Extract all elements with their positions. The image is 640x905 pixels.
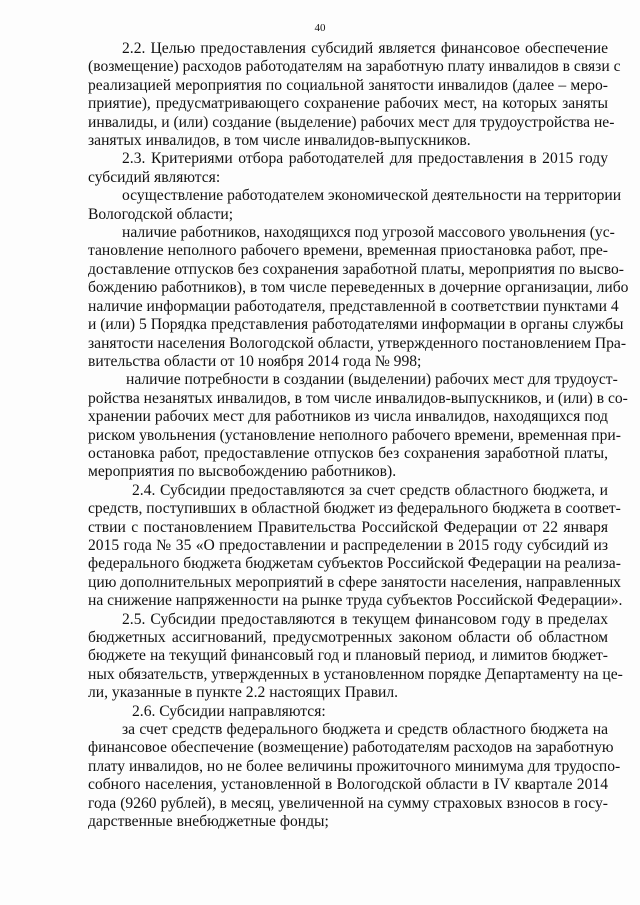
document-body	[88, 40, 629, 831]
text-line: риском увольнения (установление неполного рабочего времени, временная при-	[88, 426, 621, 444]
text-line: 2.6. Субсидии направляются:	[132, 702, 326, 720]
text-line: осуществление работодателем экономической деятельности на территории	[122, 187, 622, 205]
text-line: хранении рабочих мест для работников из числа инвалидов, находящихся под	[88, 408, 608, 426]
text-line: на снижение напряженности на рынке труда субъектов Российской Федерации».	[88, 592, 623, 610]
text-line: и (или) 5 Порядка представления работодателями информации в органы службы	[88, 316, 624, 334]
text-line: инвалиды, и (или) создание (выделение) рабочих мест для трудоустройства не-	[88, 113, 615, 131]
text-line: мероприятия по высвобождению работников).	[88, 463, 397, 481]
text-line: реализацией мероприятия по социальной занятости инвалидов (далее – меро-	[88, 76, 608, 94]
text-line: (возмещение) расходов работодателям на заработную плату инвалидов в связи с	[88, 58, 621, 76]
text-line: бюджетных ассигнований, предусмотренных законом области об областном	[88, 629, 608, 646]
text-line: ли, указанные в пункте 2.2 настоящих Правил.	[88, 684, 399, 702]
text-line: остановка работ, предоставление отпусков без сохранения заработной платы,	[88, 444, 608, 462]
text-line: занятых инвалидов, в том числе инвалидов-выпускников.	[88, 132, 471, 150]
text-line: наличие работников, находящихся под угрозой массового увольнения (ус-	[122, 224, 615, 242]
text-line: занятости населения Вологодской области, утвержденного постановлением Пра-	[88, 334, 627, 352]
text-line: приятие), предусматривающего сохранение рабочих мест, на которых заняты	[88, 95, 608, 113]
text-line: наличие информации работодателя, представленной в соответствии пунктами 4	[88, 297, 619, 315]
text-line: финансовое обеспечение (возмещение) работодателям расходов на заработную	[88, 739, 614, 757]
text-line: бюджете на текущий финансовый год и плановый период, и лимитов бюджет-	[88, 647, 608, 665]
text-line: дарственные внебюджетные фонды;	[88, 813, 329, 831]
text-line: года (9260 рублей), в месяц, увеличенной на сумму страховых взносов в госу-	[88, 794, 608, 812]
text-line: 2.2. Целью предоставления субсидий является финансовое обеспечение	[122, 40, 608, 57]
text-line: вительства области от 10 ноября 2014 года № 998;	[88, 352, 422, 370]
text-line: 2.4. Субсидии предоставляются за счет средств областного бюджета, и	[132, 481, 608, 499]
text-line: доставление отпусков без сохранения заработной платы, мероприятия по высво-	[88, 260, 624, 278]
text-line: 2.5. Субсидии предоставляются в текущем финансовом году в пределах	[122, 610, 608, 628]
text-line: ройства незанятых инвалидов, в том числе инвалидов-выпускников, и (или) в со-	[88, 389, 628, 407]
text-line: субсидий являются:	[88, 168, 221, 186]
text-line: цию дополнительных мероприятий в сфере занятости населения, направленных	[88, 573, 621, 591]
text-line: ных обязательств, утвержденных в установленном порядке Департаменту на це-	[88, 665, 623, 683]
text-line: федерального бюджета бюджетам субъектов Российской Федерации на реализа-	[88, 555, 621, 573]
page-number: 40	[314, 22, 326, 34]
text-line: Вологодской области;	[88, 205, 234, 223]
text-line: наличие потребности в создании (выделении) рабочих мест для трудоуст-	[126, 371, 618, 389]
text-line: средств, поступивших в областной бюджет из федерального бюджета в соответ-	[88, 500, 621, 518]
text-line: за счет средств федерального бюджета и средств областного бюджета на	[122, 721, 608, 739]
text-line: собного населения, установленной в Вологодской области в IV квартале 2014	[88, 776, 608, 794]
text-line: тановление неполного рабочего времени, временная приостановка работ, пре-	[88, 242, 608, 260]
text-line: бождению работников), в том числе переведенных в дочерние организации, либо	[88, 279, 629, 297]
text-line: 2.3. Критериями отбора работодателей для предоставления в 2015 году	[122, 150, 608, 168]
text-line: плату инвалидов, но не более величины прожиточного минимума для трудоспо-	[88, 757, 621, 775]
text-line: ствии с постановлением Правительства Российской Федерации от 22 января	[88, 518, 608, 536]
text-line: 2015 года № 35 «О предоставлении и распределении в 2015 году субсидий из	[88, 536, 608, 554]
